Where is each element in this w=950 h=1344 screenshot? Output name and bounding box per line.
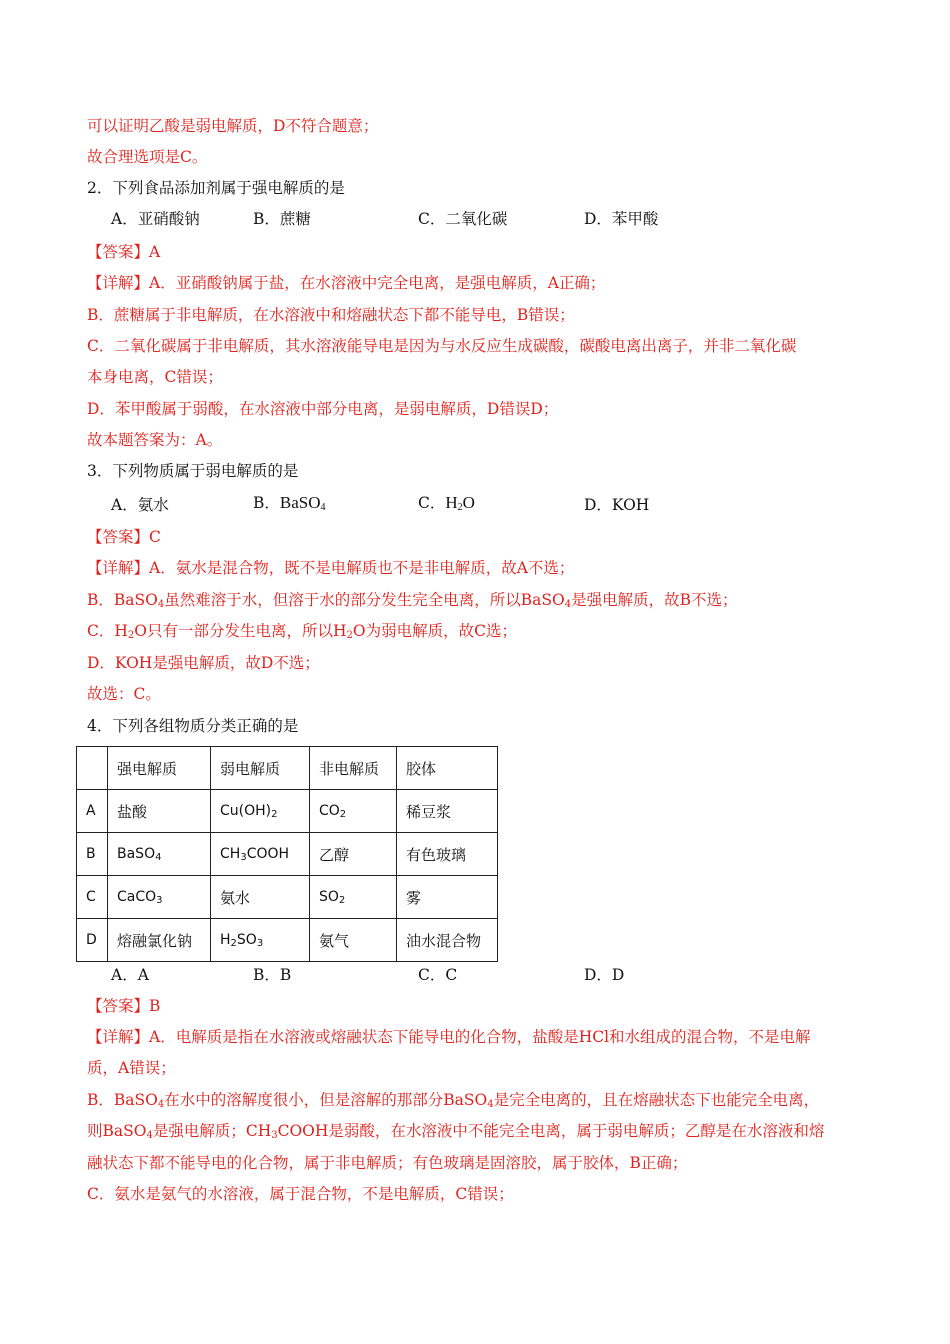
q4-explanation: 则BaSO$_4$是强电解质；$CH_3COOH$是弱酸，在水溶液中不能完全电离，属于弱电解质；乙醇是在水溶液和熔: [87, 1122, 825, 1141]
table-cell: 乙醇: [310, 833, 397, 876]
table-cell: $SO_2$: [310, 876, 397, 919]
q2-explanation: C．二氧化碳属于非电解质，其水溶液能导电是因为与水反应生成碳酸，碳酸电离出离子，并非二氧化碳: [87, 337, 797, 355]
q4-option-a: A．A: [111, 966, 149, 984]
q3-answer: 【答案】C: [87, 528, 161, 546]
question-2-stem: 2．下列食品添加剂属于强电解质的是: [87, 179, 345, 197]
text-line: 故合理选项是C。: [87, 148, 208, 166]
q4-answer: 【答案】B: [87, 997, 161, 1015]
q3-option-c: C．$H_2O$: [418, 493, 475, 513]
question-4-stem: 4．下列各组物质分类正确的是: [87, 717, 299, 735]
table-row: [77, 833, 498, 876]
q3-option-d: D．KOH: [584, 496, 650, 514]
table-cell: BaSO$_4$: [108, 833, 211, 876]
q2-option-c: C．二氧化碳: [418, 210, 508, 228]
q4-option-b: B．B: [253, 966, 292, 984]
q4-option-c: C．C: [418, 966, 458, 984]
row-key: B: [77, 833, 108, 876]
table-cell: $CH_3COOH$: [211, 833, 310, 876]
table-row: [77, 876, 498, 919]
table-header-cell: 非电解质: [310, 747, 397, 790]
row-key: A: [77, 790, 108, 833]
table-cell: 雾: [397, 876, 498, 919]
table-cell: 稀豆浆: [397, 790, 498, 833]
table-cell: $H_2SO_3$: [211, 919, 310, 962]
table-header-cell: 强电解质: [108, 747, 211, 790]
q2-explanation: 【详解】A．亚硝酸钠属于盐，在水溶液中完全电离，是强电解质，A正确；: [87, 274, 606, 292]
question-3-stem: 3．下列物质属于弱电解质的是: [87, 462, 299, 480]
table-cell: 盐酸: [108, 790, 211, 833]
table-cell: 氨气: [310, 919, 397, 962]
q2-explanation: B．蔗糖属于非电解质，在水溶液中和熔融状态下都不能导电，B错误；: [87, 306, 575, 324]
q2-option-d: D．苯甲酸: [584, 210, 659, 228]
q2-option-b: B．蔗糖: [253, 210, 311, 228]
q3-explanation: 故选：C。: [87, 685, 161, 703]
q3-option-a: A．氨水: [111, 496, 169, 514]
q3-explanation: C．$H_2O$只有一部分发生电离，所以$H_2O$为弱电解质，故C选；: [87, 622, 517, 641]
table-header-cell: 胶体: [397, 747, 498, 790]
q2-explanation: 本身电离，C错误；: [87, 368, 223, 386]
q3-explanation: D．KOH是强电解质，故D不选；: [87, 654, 320, 672]
q4-option-d: D．D: [584, 966, 625, 984]
q4-explanation: 融状态下都不能导电的化合物，属于非电解质；有色玻璃是固溶胶，属于胶体，B正确；: [87, 1154, 688, 1172]
table-row: [77, 790, 498, 833]
q4-explanation: 【详解】A．电解质是指在水溶液或熔融状态下能导电的化合物，盐酸是HCl和水组成的混合物，不是电解: [87, 1028, 811, 1046]
text-line: 可以证明乙酸是弱电解质，D不符合题意；: [87, 117, 379, 135]
table-header-cell: [77, 747, 108, 790]
q2-explanation: 故本题答案为：A。: [87, 431, 223, 449]
table-cell: 油水混合物: [397, 919, 498, 962]
q3-explanation: B．BaSO$_4$虽然难溶于水，但溶于水的部分发生完全电离，所以BaSO$_4$是强电解质，故B不选；: [87, 591, 738, 610]
table-row: [77, 919, 498, 962]
q3-option-b: B．BaSO$_4$: [253, 493, 326, 513]
table-cell: 熔融氯化钠: [108, 919, 211, 962]
q2-explanation: D．苯甲酸属于弱酸，在水溶液中部分电离，是弱电解质，D错误D；: [87, 400, 559, 418]
table-cell: 氨水: [211, 876, 310, 919]
q4-explanation: C．氨水是氨气的水溶液，属于混合物，不是电解质，C错误；: [87, 1185, 514, 1203]
q4-explanation: B．BaSO$_4$在水中的溶解度很小，但是溶解的那部分BaSO$_4$是完全电离的，且在熔融状态下也能完全电离，: [87, 1091, 820, 1110]
table-cell: $CO_2$: [310, 790, 397, 833]
q3-explanation: 【详解】A．氨水是混合物，既不是电解质也不是非电解质，故A不选；: [87, 559, 575, 577]
table-cell: $Cu(OH)_2$: [211, 790, 310, 833]
q4-explanation: 质，A错误；: [87, 1059, 176, 1077]
table-cell: 有色玻璃: [397, 833, 498, 876]
table-cell: CaCO$_3$: [108, 876, 211, 919]
table-header-row: [77, 747, 498, 790]
row-key: C: [77, 876, 108, 919]
classification-table: [76, 746, 498, 962]
table-header-cell: 弱电解质: [211, 747, 310, 790]
q2-option-a: A．亚硝酸钠: [111, 210, 200, 228]
q2-answer: 【答案】A: [87, 243, 161, 261]
row-key: D: [77, 919, 108, 962]
